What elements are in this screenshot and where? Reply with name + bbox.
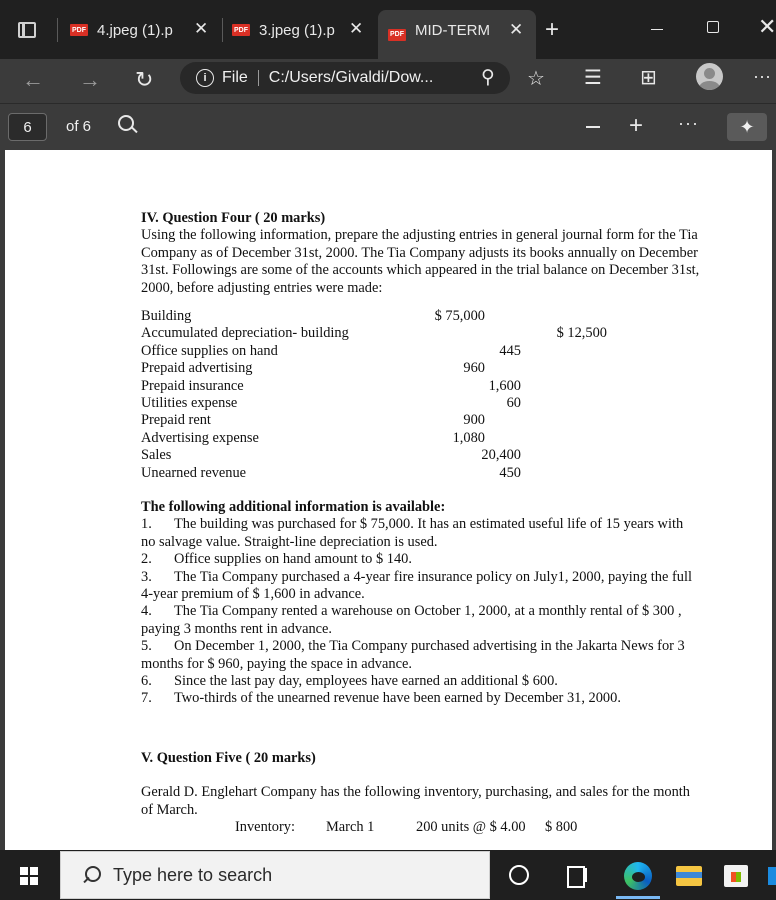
profile-avatar[interactable] [696, 63, 723, 90]
forward-arrow-icon[interactable]: → [79, 67, 101, 92]
pdf-page [5, 150, 772, 850]
page-total-label: of 6 [66, 118, 92, 135]
account-row [141, 378, 701, 395]
tab-separator [222, 18, 223, 42]
account-mid-amount: 445 [499, 342, 521, 359]
favorites-icon[interactable]: ☰ [584, 67, 602, 89]
refresh-icon[interactable]: ↻ [135, 67, 154, 92]
windows-start-icon[interactable] [20, 867, 38, 885]
window-close-button[interactable]: ✕ [758, 14, 776, 39]
tab-title: 4.jpeg (1).p [97, 21, 173, 39]
account-row [141, 325, 701, 342]
address-separator [258, 70, 259, 86]
account-name: Sales [141, 447, 172, 464]
account-row [141, 343, 701, 360]
account-debit: 900 [463, 412, 485, 429]
close-icon[interactable]: ✕ [194, 19, 209, 38]
account-mid-amount: 1,600 [488, 377, 521, 394]
tab-title: 3.jpeg (1).p [259, 21, 335, 39]
new-tab-button[interactable]: + [545, 16, 560, 43]
account-debit: 960 [463, 360, 485, 377]
taskbar-search-box[interactable] [60, 851, 490, 899]
task-view-icon[interactable] [567, 866, 589, 884]
active-app-indicator [616, 896, 660, 899]
item-number: 2. [141, 551, 152, 568]
pin-toolbar-icon[interactable]: ✦ [727, 113, 767, 141]
additional-info-list [141, 516, 701, 707]
account-row [141, 360, 701, 377]
item-text: Office supplies on hand amount to $ 140. [174, 551, 412, 568]
tab-separator [57, 18, 58, 42]
account-name: Unearned revenue [141, 464, 247, 481]
additional-info-item [141, 516, 701, 551]
info-icon[interactable]: i [196, 69, 214, 87]
pdf-icon: PDF [70, 24, 88, 36]
taskbar-search-placeholder: Type here to search [113, 864, 273, 885]
additional-info-item [141, 603, 701, 638]
navigation-bar [0, 59, 776, 103]
zoom-in-icon[interactable]: + [629, 112, 644, 139]
address-scheme-label: File [222, 69, 248, 86]
item-text: On December 1, 2000, the Tia Company purchased advertising in the Jakarta News for 3 months for $ 960, paying the space in advance. [141, 638, 685, 672]
trial-balance-accounts [141, 308, 701, 482]
windows-taskbar [0, 850, 776, 900]
item-text: The Tia Company purchased a 4-year fire insurance policy on July1, 2000, paying the full 4-year premium of $ 1,600 in advance. [141, 568, 692, 602]
page-number-input[interactable]: 6 [8, 113, 47, 141]
account-mid-amount: 450 [499, 464, 521, 481]
pdf-icon: PDF [232, 24, 250, 36]
account-name: Prepaid advertising [141, 360, 253, 377]
account-debit: $ 75,000 [434, 308, 485, 325]
account-credit: $ 12,500 [556, 325, 607, 342]
minimize-button[interactable] [651, 29, 663, 30]
inventory-qty: 200 units @ $ 4.00 [416, 819, 526, 836]
search-icon[interactable] [118, 115, 134, 131]
account-name: Accumulated depreciation- building [141, 325, 349, 342]
zoom-out-icon[interactable] [586, 126, 600, 128]
search-icon [83, 866, 101, 884]
edge-browser-icon[interactable] [624, 862, 652, 890]
account-name: Utilities expense [141, 394, 238, 411]
more-options-icon[interactable]: ··· [678, 113, 699, 133]
additional-info-heading: The following additional information is available: [141, 498, 446, 515]
account-row [141, 430, 701, 447]
browser-tab-bar [0, 0, 776, 59]
tab-title: MID-TERM [415, 22, 490, 39]
item-number: 6. [141, 673, 152, 689]
account-name: Building [141, 308, 192, 325]
account-mid-amount: 20,400 [481, 447, 521, 464]
account-row [141, 412, 701, 429]
account-name: Prepaid insurance [141, 377, 244, 394]
additional-info-item [141, 673, 701, 690]
item-number: 4. [141, 603, 152, 620]
question-five-intro: Gerald D. Englehart Company has the following inventory, purchasing, and sales for the month of March. [141, 784, 690, 818]
taskbar-app-icon[interactable] [768, 867, 776, 885]
item-text: Two-thirds of the unearned revenue have been earned by December 31, 2000. [174, 690, 621, 707]
account-debit: 1,080 [452, 429, 485, 446]
inventory-row [141, 819, 701, 836]
tab-midterm[interactable] [378, 10, 536, 59]
item-text: The building was purchased for $ 75,000. It has an estimated useful life of 15 years with no salvage value. Straight-line depreciation is used. [141, 516, 684, 550]
item-number: 5. [141, 638, 152, 655]
tab-actions-icon[interactable] [18, 22, 36, 38]
file-explorer-icon[interactable] [676, 866, 702, 886]
inventory-total: $ 800 [545, 819, 578, 836]
tab-3jpeg[interactable] [232, 10, 376, 50]
item-text: Since the last pay day, employees have earned an additional $ 600. [174, 673, 558, 689]
question-four-intro: Using the following information, prepare the adjusting entries in general journal form for the Tia Company as of December 31st, 2000. The Tia Company adjusts its books annually on December 31st. Followings are some of the accounts which appeared in the trial balance on December 31st, 2000, before adjusting entries were made: [141, 227, 700, 296]
address-bar[interactable] [180, 62, 510, 94]
close-icon[interactable]: ✕ [349, 19, 364, 38]
item-number: 7. [141, 690, 152, 707]
additional-info-item [141, 569, 701, 604]
add-favorite-icon[interactable]: ☆ [527, 68, 545, 90]
zoom-search-icon[interactable]: ⚲ [481, 67, 495, 88]
inventory-label: Inventory: [235, 819, 295, 836]
additional-info-item [141, 551, 701, 568]
item-number: 1. [141, 516, 152, 533]
address-path: C:/Users/Givaldi/Dow... [268, 69, 434, 86]
tab-4jpeg[interactable] [70, 10, 220, 50]
settings-more-icon[interactable]: ··· [753, 66, 771, 86]
cortana-icon[interactable] [509, 865, 529, 885]
back-arrow-icon[interactable]: ← [22, 67, 44, 92]
inventory-date: March 1 [326, 819, 375, 836]
account-row [141, 447, 701, 464]
account-row [141, 395, 701, 412]
additional-info-item [141, 690, 701, 707]
microsoft-store-icon[interactable] [724, 865, 748, 887]
pdf-viewer[interactable] [0, 148, 776, 850]
question-four-heading: IV. Question Four ( 20 marks) [141, 210, 326, 226]
item-number: 3. [141, 568, 152, 585]
question-five-heading: V. Question Five ( 20 marks) [141, 749, 316, 766]
close-icon[interactable]: ✕ [509, 20, 524, 39]
collections-icon[interactable]: ⊞ [640, 67, 657, 89]
pdf-toolbar [0, 103, 776, 148]
additional-info-item [141, 638, 701, 673]
maximize-button[interactable] [707, 21, 719, 33]
account-name: Prepaid rent [141, 412, 211, 429]
item-text: The Tia Company rented a warehouse on October 1, 2000, at a monthly rental of $ 300 , paying 3 months rent in advance. [141, 603, 682, 637]
account-name: Office supplies on hand [141, 342, 278, 359]
account-name: Advertising expense [141, 429, 259, 446]
account-mid-amount: 60 [506, 394, 521, 411]
document-content [141, 210, 701, 836]
account-row [141, 308, 701, 325]
account-row [141, 465, 701, 482]
pdf-icon: PDF [388, 29, 406, 41]
